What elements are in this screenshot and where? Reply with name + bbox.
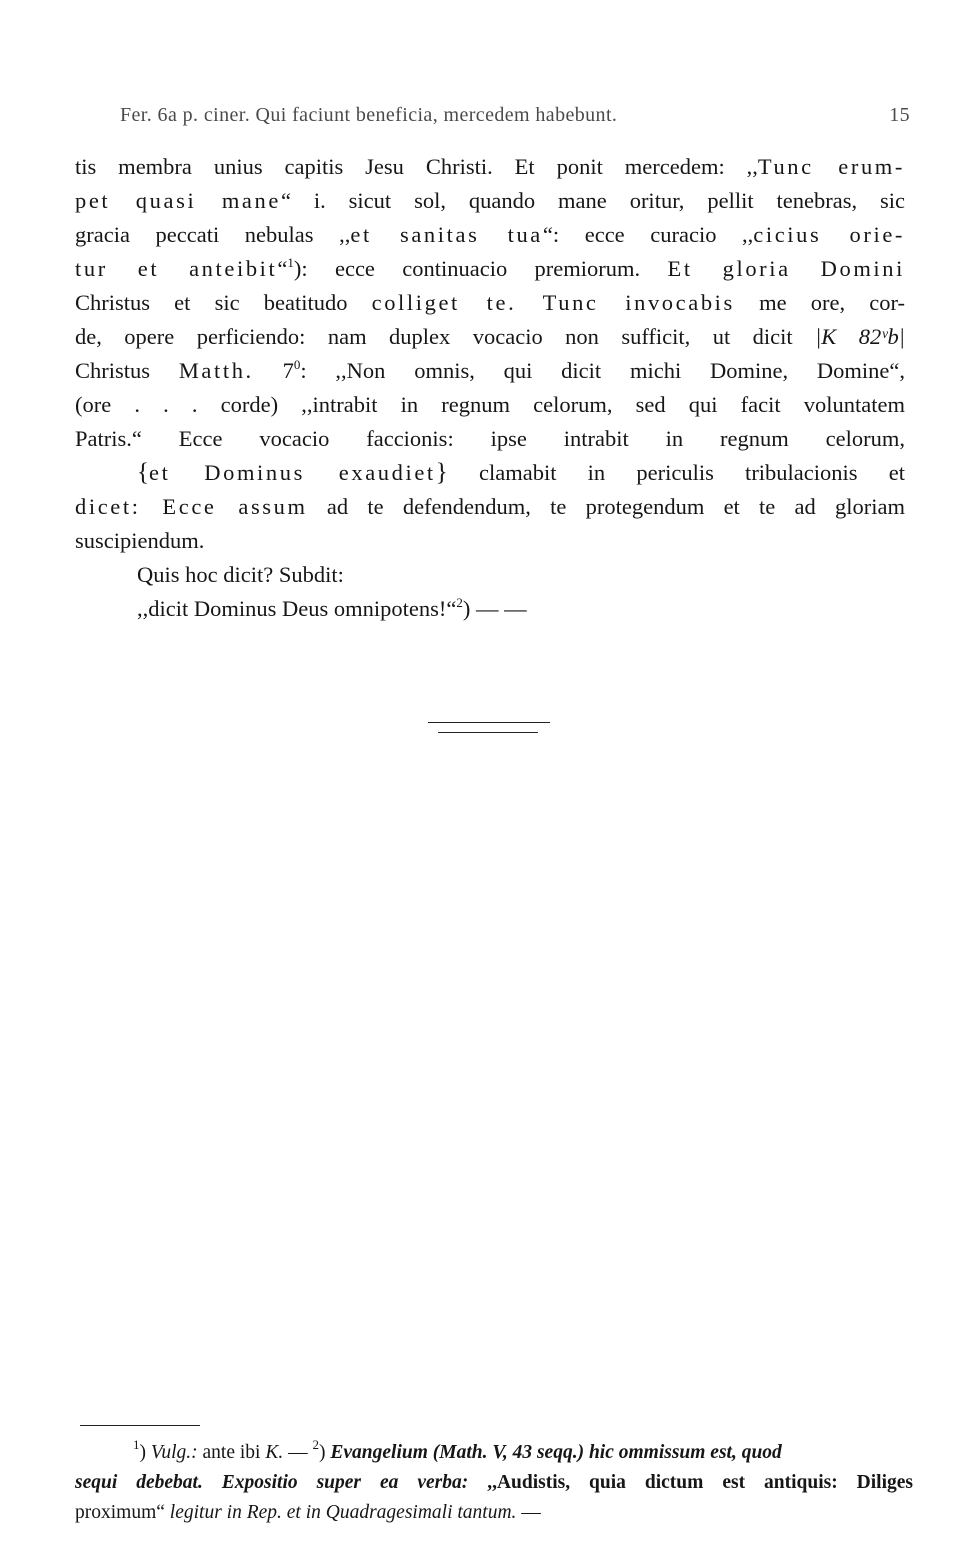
spaced-text: et sanitas tua <box>350 222 543 247</box>
text-run: ) — — <box>462 596 527 621</box>
footnote-line <box>75 1468 913 1498</box>
spaced-text: tur et anteibit <box>75 256 278 281</box>
text-run: ,,dicit Dominus Deus omnipotens!“ <box>137 596 457 621</box>
text-run: — <box>283 1442 313 1463</box>
text-line <box>75 150 905 184</box>
text-run: Vulg.: <box>150 1442 198 1463</box>
text-line <box>75 252 905 286</box>
section-divider-bottom <box>438 732 538 733</box>
text-line <box>75 524 204 558</box>
text-line <box>137 456 905 490</box>
text-run: gracia peccati nebulas ,, <box>75 222 351 247</box>
brace: { <box>137 459 149 486</box>
section-divider-top <box>428 722 550 723</box>
text-run: ): ecce continuacio premiorum. <box>293 256 668 281</box>
running-title: Fer. 6a p. ciner. Qui faciunt beneficia, mercedem habebunt. <box>120 104 618 126</box>
text-run: Christus et sic beatitudo <box>75 290 372 315</box>
text-line <box>75 218 905 252</box>
text-run: 7 <box>253 358 294 383</box>
text-line <box>75 490 905 524</box>
spaced-text: Et gloria Domini <box>667 256 905 281</box>
spaced-text: Tunc erum- <box>757 154 905 179</box>
text-run: suscipiendum. <box>75 528 205 553</box>
text-line <box>75 184 905 218</box>
text-run: ,,Audistis, quia dictum est antiquis: Diliges <box>468 1472 914 1493</box>
superscript: 0 <box>293 357 301 372</box>
footnote-line <box>133 1438 913 1468</box>
text-run: “ <box>277 256 288 281</box>
text-run: Evangelium (Math. V, 43 seqq.) hic ommissum est, quod <box>330 1442 782 1463</box>
spaced-text: et Dominus exaudiet <box>149 460 436 485</box>
page-header <box>120 104 910 134</box>
manuscript-ref: |K 82ᵛb| <box>815 324 905 349</box>
text-run: Quis hoc dicit? Subdit: <box>137 562 344 587</box>
footnote-ref: 1 <box>287 255 294 270</box>
text-line <box>137 558 344 592</box>
brace: } <box>435 459 448 486</box>
text-line <box>75 320 905 354</box>
text-run: ) <box>318 1442 331 1463</box>
text-line <box>75 388 905 422</box>
page-number: 15 <box>889 104 910 126</box>
spaced-text: cicius orie- <box>753 222 906 247</box>
spaced-text: pet quasi mane <box>75 188 281 213</box>
footnote-mark: 2 <box>312 1437 319 1452</box>
text-run: Patris.“ Ecce vocacio faccionis: ipse intrabit in regnum celorum, <box>75 426 905 451</box>
text-line <box>137 592 527 626</box>
text-run: me ore, cor- <box>734 290 905 315</box>
text-run: de, opere perficiendo: nam duplex vocacio non sufficit, ut dicit <box>75 324 816 349</box>
text-run: “: ecce curacio ,, <box>542 222 754 247</box>
text-run: ante ibi <box>197 1442 266 1463</box>
text-run: : ,,Non omnis, qui dicit michi Domine, Domine“, <box>300 358 905 383</box>
text-run: clamabit in periculis tribulacionis et <box>447 460 905 485</box>
text-run: ad te defendendum, te protegendum et te ad gloriam <box>307 494 905 519</box>
text-line <box>75 286 905 320</box>
spaced-text: dicet: Ecce assum <box>75 494 308 519</box>
footnote-ref: 2 <box>456 595 463 610</box>
text-run: proximum“ <box>75 1502 170 1523</box>
text-run: legitur in Rep. et in Quadragesimali tantum. <box>169 1502 517 1523</box>
text-run: ) <box>139 1442 151 1463</box>
footnote-rule <box>80 1425 200 1426</box>
text-run: K. <box>265 1442 284 1463</box>
text-run: tis membra unius capitis Jesu Christi. Et ponit mercedem: ,, <box>75 154 758 179</box>
text-line <box>75 354 905 388</box>
text-run: sequi debebat. Expositio super ea verba: <box>75 1472 469 1493</box>
text-run: — <box>516 1502 541 1523</box>
spaced-text: colliget te. <box>371 290 517 315</box>
text-run: (ore . . . corde) ,,intrabit in regnum celorum, sed qui facit voluntatem <box>75 392 905 417</box>
spaced-text: Matth. <box>178 358 254 383</box>
text-run: “ i. sicut sol, quando mane oritur, pellit tenebras, sic <box>280 188 905 213</box>
text-line <box>75 422 905 456</box>
footnote-mark: 1 <box>133 1437 140 1452</box>
spaced-text: Tunc invocabis <box>516 290 735 315</box>
text-run: Christus <box>75 358 179 383</box>
footnote-line <box>75 1498 913 1528</box>
